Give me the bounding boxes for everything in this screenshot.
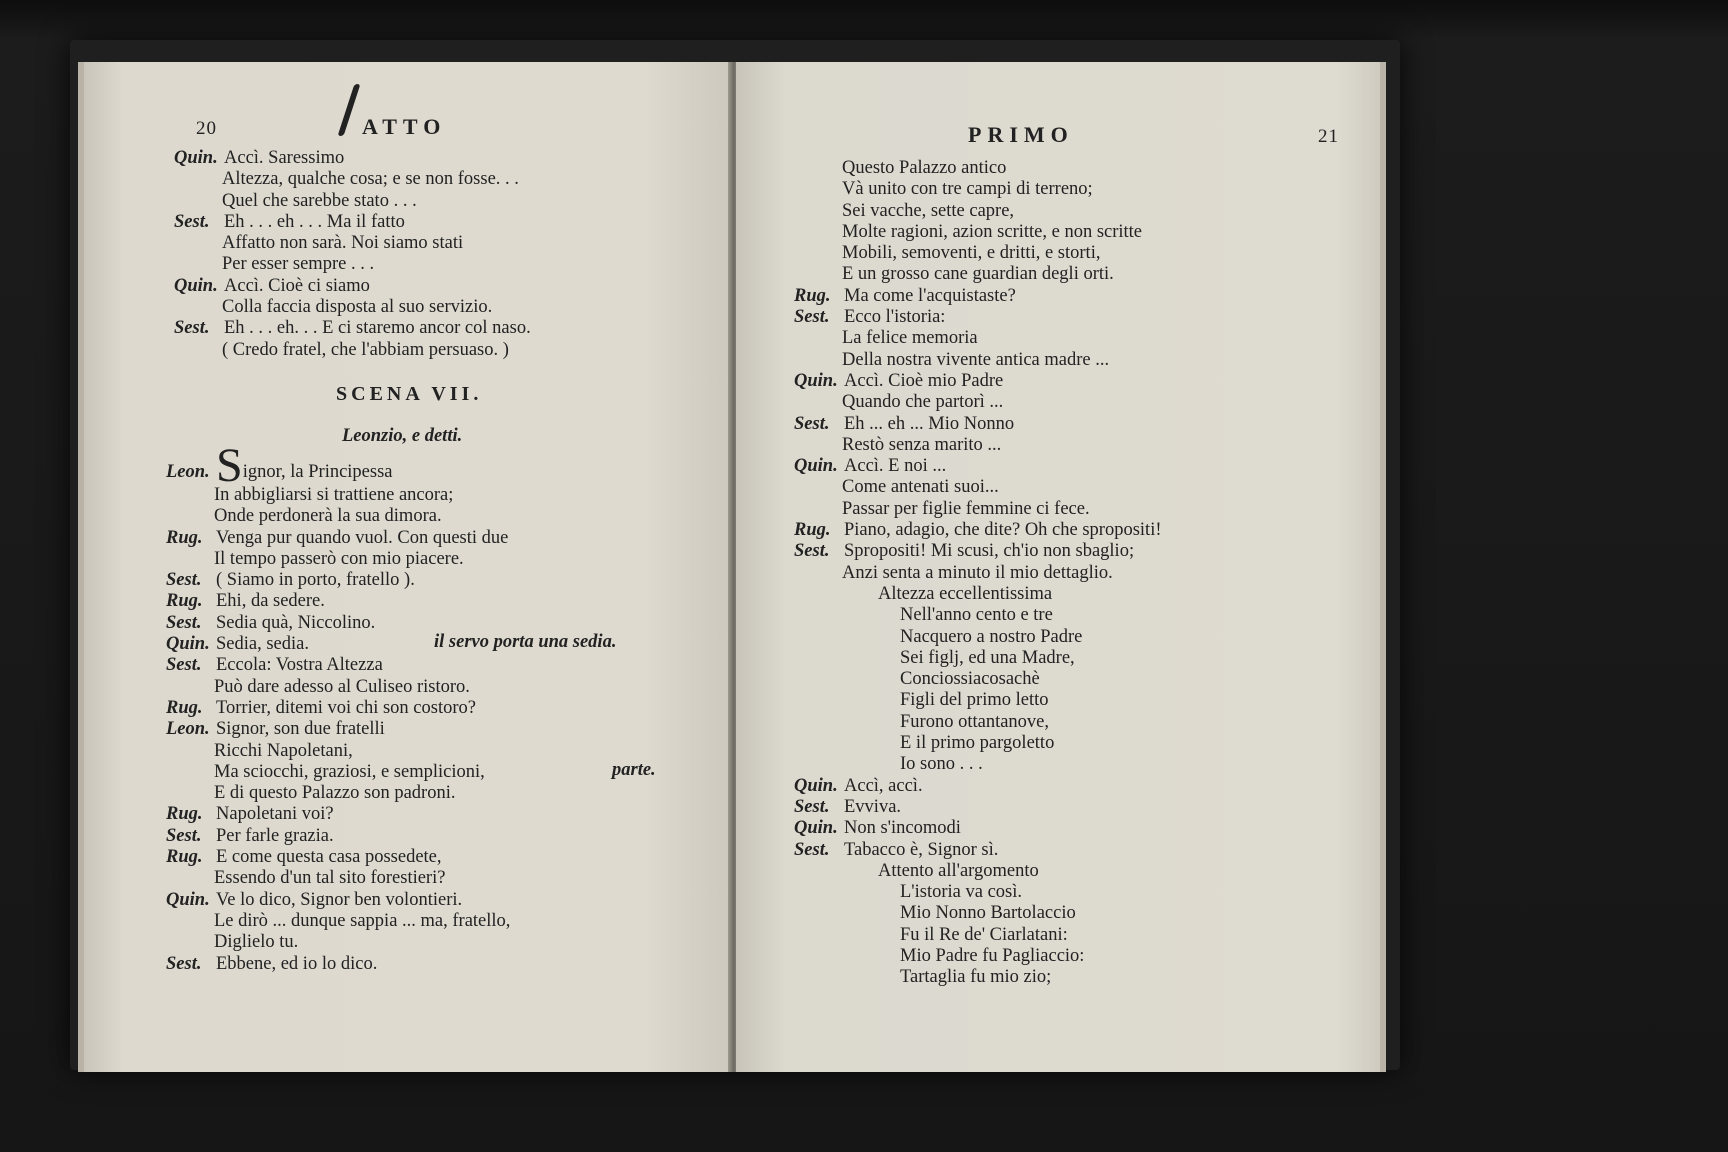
speaker-label: Sest. <box>166 953 202 974</box>
scene-heading: SCENA VII. <box>336 383 483 405</box>
speech-text: Passar per figlie femmine ci fece. <box>842 498 1090 519</box>
speaker-label: Quin. <box>794 775 838 796</box>
speech-text: Conciossiacosachè <box>900 669 1040 690</box>
verse-line <box>166 528 510 549</box>
speaker-label: Quin. <box>794 370 838 391</box>
verse-line <box>794 669 1162 690</box>
speaker-label: Leon. <box>166 719 210 740</box>
stage-direction: il servo porta una sedia. <box>434 632 617 652</box>
verse-line <box>174 297 531 318</box>
speaker-label: Sest. <box>794 413 830 434</box>
speaker-label: Quin. <box>794 818 838 839</box>
speech-text: Ricchi Napoletani, <box>214 740 353 761</box>
verse-line <box>794 712 1162 733</box>
verse-line <box>174 233 531 254</box>
left-page <box>78 62 738 1072</box>
speaker-label: Leon. <box>166 462 210 482</box>
verse-line <box>794 882 1162 903</box>
speech-text: Furono ottantanove, <box>900 711 1050 732</box>
speech-text: Mio Nonno Bartolaccio <box>900 903 1076 924</box>
verse-line <box>794 414 1162 435</box>
speaker-label: Sest. <box>794 839 830 860</box>
verse-line <box>794 648 1162 669</box>
verse-line <box>794 733 1162 754</box>
speech-text: Anzi senta a minuto il mio dettaglio. <box>842 562 1113 583</box>
verse-line <box>166 868 510 889</box>
speaker-label: Rug. <box>794 520 831 541</box>
speech-text: Restò senza marito ... <box>842 434 1002 455</box>
verse-line <box>794 158 1162 179</box>
speech-text: Attento all'argomento <box>878 860 1039 881</box>
running-head-left: ATTO <box>362 114 447 139</box>
speech-text: Il tempo passerò con mio piacere. <box>214 548 464 569</box>
verse-line <box>794 328 1162 349</box>
verse-line <box>794 797 1162 818</box>
verse-line <box>794 541 1162 562</box>
verse-line <box>794 477 1162 498</box>
speech-text: Nell'anno cento e tre <box>900 605 1053 626</box>
speech-text: Mio Padre fu Pagliaccio: <box>900 945 1085 966</box>
speech-text: Colla faccia disposta al suo servizio. <box>222 297 493 318</box>
verse-line <box>794 776 1162 797</box>
speech-text: Ve lo dico, Signor ben volontieri. <box>216 889 463 910</box>
speech-text: Sedia, sedia. <box>216 634 309 655</box>
speaker-label: Rug. <box>166 847 203 868</box>
speech-text: Accì. Cioè mio Padre <box>844 370 1004 391</box>
speech-text: E un grosso cane guardian degli orti. <box>842 264 1114 285</box>
verse-line <box>794 350 1162 371</box>
speaker-label: Quin. <box>174 148 218 168</box>
speech-text: Ehi, da sedere. <box>216 591 325 612</box>
speaker-label: Sest. <box>166 655 202 676</box>
speaker-label: Rug. <box>166 697 203 718</box>
verse-line <box>166 698 510 719</box>
speech-text: Eccola: Vostra Altezza <box>216 655 383 676</box>
verse-line <box>166 613 510 634</box>
verse-line <box>166 847 510 868</box>
leon-opening-line <box>166 439 393 492</box>
verse-line <box>794 903 1162 924</box>
speech-text: Piano, adagio, che dite? Oh che spropositi! <box>844 520 1162 541</box>
speaker-label: Sest. <box>166 570 202 591</box>
speech-text: Non s'incomodi <box>844 818 961 839</box>
verse-line <box>166 932 510 953</box>
verse-line <box>166 762 510 783</box>
verse-line <box>794 435 1162 456</box>
speech-text: Venga pur quando vuol. Con questi due <box>216 527 509 548</box>
verse-line <box>166 911 510 932</box>
verse-line <box>794 967 1162 988</box>
speech-text: Tabacco è, Signor sì. <box>844 839 999 860</box>
speech-text: Ma come l'acquistaste? <box>844 285 1016 306</box>
running-head-right: PRIMO <box>968 122 1074 147</box>
speech-text: Mobili, semoventi, e dritti, e storti, <box>842 243 1101 264</box>
left-text-block-top <box>174 148 531 361</box>
verse-line <box>794 925 1162 946</box>
verse-line <box>174 340 531 361</box>
verse-line <box>174 212 531 233</box>
speaker-label: Quin. <box>174 275 218 296</box>
speaker-label: Rug. <box>166 527 203 548</box>
verse-line <box>794 371 1162 392</box>
verse-line <box>166 826 510 847</box>
verse-line <box>794 520 1162 541</box>
verse-line <box>794 456 1162 477</box>
right-page <box>736 62 1386 1072</box>
open-book <box>78 62 1380 1072</box>
speech-text: Eh . . . eh . . . Ma il fatto <box>224 211 405 232</box>
speech-text: E il primo pargoletto <box>900 733 1055 754</box>
speech-text: Figli del primo letto <box>900 690 1049 711</box>
verse-line <box>166 591 510 612</box>
speech-text: Altezza eccellentissima <box>878 583 1053 604</box>
speaker-label: Sest. <box>794 307 830 328</box>
speech-text: Ebbene, ed io lo dico. <box>216 953 378 974</box>
verse-line <box>794 605 1162 626</box>
verse-line <box>794 861 1162 882</box>
verse-line <box>166 954 510 975</box>
verse-line <box>794 179 1162 200</box>
speech-text: L'istoria va così. <box>900 882 1023 903</box>
speaker-label: Sest. <box>166 825 202 846</box>
speech-text: Accì. Saressimo <box>224 148 345 168</box>
verse-line <box>794 499 1162 520</box>
speech-text: Altezza, qualche cosa; e se non fosse. . . <box>222 169 519 190</box>
speech-text: Per esser sempre . . . <box>222 254 375 275</box>
verse-line <box>794 201 1162 222</box>
speech-text: Accì. Cioè ci siamo <box>224 275 370 296</box>
speech-text: Essendo d'un tal sito forestieri? <box>214 868 446 889</box>
verse-line <box>166 741 510 762</box>
speech-text: Come antenati suoi... <box>842 477 999 498</box>
verse-line <box>174 318 531 339</box>
verse-line <box>174 169 531 190</box>
verse-line <box>794 307 1162 328</box>
speech-text: Spropositi! Mi scusi, ch'io non sbaglio; <box>844 541 1135 562</box>
speech-text: Và unito con tre campi di terreno; <box>842 179 1093 200</box>
verse-line <box>794 627 1162 648</box>
speech-text: Per farle grazia. <box>216 825 334 846</box>
verse-line <box>794 264 1162 285</box>
verse-line <box>794 584 1162 605</box>
verse-line <box>166 890 510 911</box>
verse-line <box>166 570 510 591</box>
verse-line <box>166 677 510 698</box>
speech-text: E come questa casa possedete, <box>216 847 442 868</box>
speech-text: Accì, accì. <box>844 775 923 796</box>
verse-line <box>794 286 1162 307</box>
right-text-block <box>794 158 1162 989</box>
speech-text: ( Credo fratel, che l'abbiam persuaso. ) <box>222 339 509 360</box>
stage-direction: parte. <box>612 760 656 780</box>
speech-text: ( Siamo in porto, fratello ). <box>216 570 415 591</box>
speech-text: Ma sciocchi, graziosi, e semplicioni, <box>214 761 485 782</box>
speaker-label: Quin. <box>166 634 210 655</box>
verse-line <box>174 148 531 169</box>
speech-text: Tartaglia fu mio zio; <box>900 967 1052 988</box>
speech-text: Della nostra vivente antica madre ... <box>842 349 1110 370</box>
speech-text: Nacquero a nostro Padre <box>900 626 1083 647</box>
page-number-right: 21 <box>1318 126 1339 147</box>
speaker-label: Rug. <box>166 804 203 825</box>
verse-line <box>794 754 1162 775</box>
verse-line <box>166 783 510 804</box>
speech-text: Molte ragioni, azion scritte, e non scritte <box>842 221 1143 242</box>
verse-line <box>794 840 1162 861</box>
speech-text: Diglielo tu. <box>214 932 299 953</box>
verse-line <box>794 563 1162 584</box>
verse-line <box>166 804 510 825</box>
speaker-label: Sest. <box>794 541 830 562</box>
ink-mark <box>338 84 361 136</box>
scene-persons: Leonzio, e detti. <box>342 426 463 446</box>
verse-line <box>166 485 510 506</box>
speech-text: Eh . . . eh. . . E ci staremo ancor col naso. <box>224 318 531 339</box>
speech-text: Ecco l'istoria: <box>844 307 946 328</box>
speaker-label: Sest. <box>174 318 210 339</box>
speech-text: E di questo Palazzo son padroni. <box>214 783 456 804</box>
speech-text: Sei vacche, sette capre, <box>842 200 1015 221</box>
verse-line <box>794 392 1162 413</box>
speech-text: Accì. E noi ... <box>844 456 947 477</box>
verse-line <box>174 254 531 275</box>
verse-line <box>794 243 1162 264</box>
verse-line <box>794 946 1162 967</box>
verse-line <box>174 276 531 297</box>
speech-text: Le dirò ... dunque sappia ... ma, fratello, <box>214 910 511 931</box>
speaker-label: Sest. <box>166 612 202 633</box>
speech-text: ignor, la Principessa <box>242 462 393 482</box>
speech-text: Evviva. <box>844 796 902 817</box>
speech-text: Questo Palazzo antico <box>842 158 1007 178</box>
verse-line <box>166 549 510 570</box>
speaker-label: Sest. <box>174 211 210 232</box>
speech-text: In abbigliarsi si trattiene ancora; <box>214 485 454 505</box>
speaker-label: Quin. <box>166 889 210 910</box>
speech-text: Affatto non sarà. Noi siamo stati <box>222 233 464 254</box>
speech-text: La felice memoria <box>842 328 978 349</box>
verse-line <box>794 690 1162 711</box>
drop-cap: S <box>216 439 243 492</box>
verse-line <box>794 818 1162 839</box>
speech-text: Eh ... eh ... Mio Nonno <box>844 413 1015 434</box>
speech-text: Signor, son due fratelli <box>216 719 385 740</box>
speech-text: Torrier, ditemi voi chi son costoro? <box>216 697 476 718</box>
verse-line <box>166 719 510 740</box>
speech-text: Onde perdonerà la sua dimora. <box>214 506 442 527</box>
speaker-label: Quin. <box>794 456 838 477</box>
speech-text: Napoletani voi? <box>216 804 334 825</box>
verse-line <box>174 191 531 212</box>
speech-text: Può dare adesso al Culiseo ristoro. <box>214 676 470 697</box>
verse-line <box>166 655 510 676</box>
speaker-label: Rug. <box>794 285 831 306</box>
speech-text: Sei figlj, ed una Madre, <box>900 647 1075 668</box>
speaker-label: Sest. <box>794 796 830 817</box>
page-number-left: 20 <box>196 118 217 139</box>
left-text-block-bottom <box>166 485 510 975</box>
verse-line <box>794 222 1162 243</box>
speech-text: Quando che partorì ... <box>842 392 1004 413</box>
speaker-label: Rug. <box>166 591 203 612</box>
speech-text: Fu il Re de' Ciarlatani: <box>900 924 1068 945</box>
speech-text: Io sono . . . <box>900 754 983 775</box>
speech-text: Sedia quà, Niccolino. <box>216 612 376 633</box>
speech-text: Quel che sarebbe stato . . . <box>222 190 417 211</box>
verse-line <box>166 506 510 527</box>
